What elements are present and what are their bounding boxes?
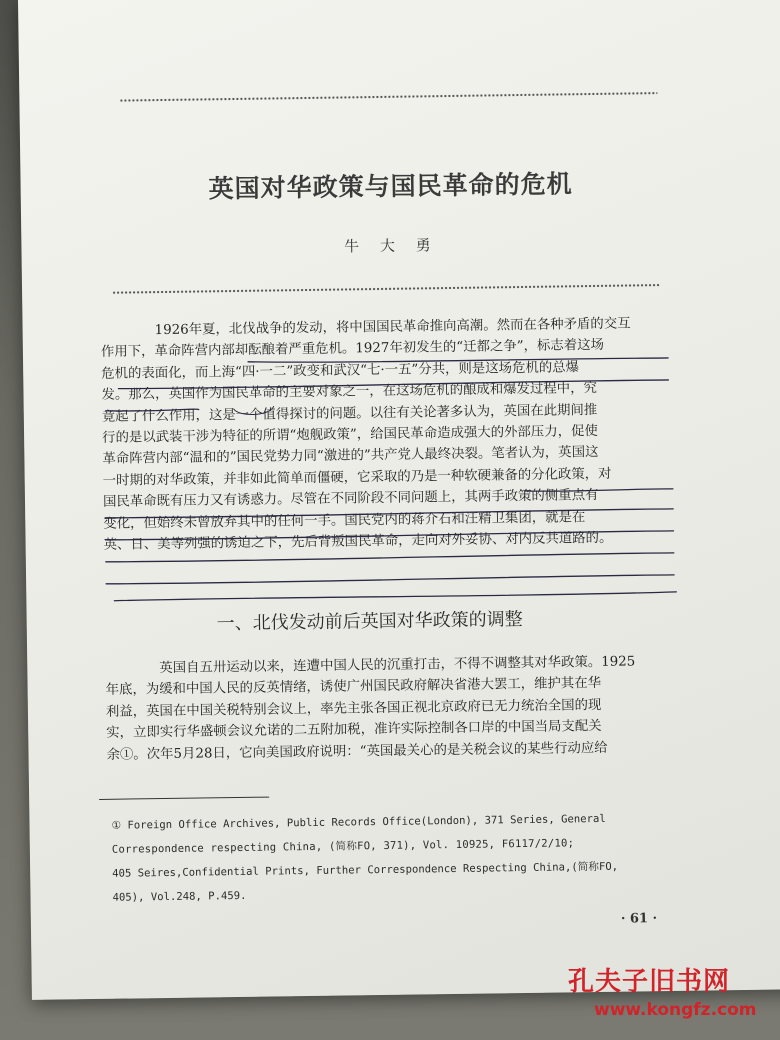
section-line: 余①。次年5月28日，它向美国政府说明：“英国最关心的是关税会议的某些行动应给 bbox=[106, 740, 608, 763]
intro-line: 革命阵营内部“温和的”国民党势力同“激进的”共产党人最终决裂。笔者认为，英国这 bbox=[102, 445, 599, 468]
section-line: 年底，为缓和中国人民的反英情绪，诱使广州国民政府解决省港大罢工，维护其在华 bbox=[105, 676, 602, 699]
bottom-dotted-rule bbox=[112, 283, 660, 295]
top-dotted-rule bbox=[119, 91, 657, 103]
article-title: 英国对华政策与国民革命的危机 bbox=[208, 169, 573, 204]
footnote-line: ① Foreign Office Archives, Public Records Office(London), 371 Series, General bbox=[111, 812, 606, 832]
intro-line: 英、日、美等列强的诱迫之下，先后背叛国民革命，走向对外妥协、对内反共道路的。 bbox=[103, 530, 613, 553]
section-line: 利益，英国在中国关税特别会议上，率先主张各国正视北京政府已无力统治全国的现 bbox=[105, 697, 602, 720]
footnote-line: 405 Seires,Confidential Prints, Further Correspondence Respecting China,(简称FO, bbox=[112, 860, 619, 880]
intro-line: 国民革命既有压力又有诱惑力。尽管在不同阶段不同问题上，其两手政策的侧重点有 bbox=[102, 488, 599, 511]
section-paragraph bbox=[105, 651, 676, 766]
footnote-rule bbox=[99, 797, 269, 800]
intro-line: 1926年夏，北伐战争的发动，将中国国民革命推向高潮。然而在各种矛盾的交互 bbox=[154, 316, 631, 339]
footnote bbox=[111, 806, 702, 910]
intro-line: 变化，但始终未曾放弃其中的任何一手。国民党内的蒋介石和汪精卫集团，就是在 bbox=[103, 509, 586, 532]
underline-mark bbox=[114, 592, 676, 601]
footnote-line: Correspondence respecting China, (简称FO, 371), Vol. 10925, F6117/2/10; bbox=[111, 837, 575, 856]
section-line: 英国自五卅运动以来，连遭中国人民的沉重打击，不得不调整其对华政策。1925 bbox=[159, 654, 636, 677]
section-line: 实，立即实行华盛顿会议允诺的二五附加税，准许实际控制各口岸的中国当局支配关 bbox=[106, 719, 602, 742]
intro-line: 危机的表面化，而上海“四·一二”政变和武汉“七·一五”分共，则是这场危机的总爆 bbox=[101, 360, 580, 382]
page-number: · 61 · bbox=[620, 911, 658, 927]
intro-line: 作用下，革命阵营内部却酝酿着严重危机。1927年初发生的“迁都之争”，标志着这场 bbox=[100, 338, 605, 361]
article-author: 牛 大 勇 bbox=[344, 236, 439, 256]
watermark-site-name: 孔夫子旧书网 bbox=[568, 967, 731, 997]
footnote-line: 405), Vol.248, P.459. bbox=[112, 889, 247, 904]
intro-line: 一时期的对华政策，并非如此简单而僵硬，它采取的乃是一种软硬兼备的分化政策，对 bbox=[102, 466, 612, 489]
intro-line: 发。那么，英国作为国民革命的主要对象之一，在这场危机的酿成和爆发过程中，究 bbox=[101, 381, 598, 404]
intro-line: 竟起了什么作用，这是一个值得探讨的问题。以往有关论著多认为，英国在此期间推 bbox=[101, 402, 598, 425]
intro-paragraph bbox=[100, 313, 673, 556]
book-page bbox=[18, 0, 780, 1000]
underline-mark bbox=[106, 575, 674, 585]
section-heading: 一、北伐发动前后英国对华政策的调整 bbox=[216, 609, 523, 635]
intro-line: 行的是以武装干涉为特征的所谓“炮舰政策”，给国民革命造成强大的外部压力，促使 bbox=[102, 423, 598, 446]
watermark-url: www.kongfz.com bbox=[594, 1000, 757, 1020]
